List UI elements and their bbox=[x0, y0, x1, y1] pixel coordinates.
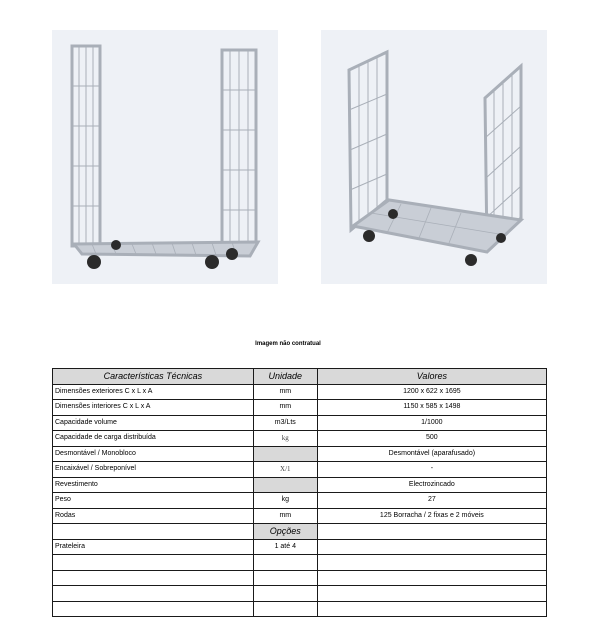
row-unit: kg bbox=[253, 431, 317, 447]
option-label bbox=[53, 555, 254, 571]
option-value bbox=[317, 586, 546, 602]
options-header-right-blank bbox=[317, 524, 546, 540]
row-value: Desmontável (aparafusado) bbox=[317, 446, 546, 462]
option-unit bbox=[253, 601, 317, 617]
row-label: Revestimento bbox=[53, 477, 254, 493]
row-label: Encaixável / Sobreponível bbox=[53, 462, 254, 478]
header-characteristics: Características Técnicas bbox=[53, 369, 254, 385]
row-value: 1150 x 585 x 1498 bbox=[317, 400, 546, 416]
row-value: Electrozincado bbox=[317, 477, 546, 493]
row-value: 27 bbox=[317, 493, 546, 509]
row-unit: mm bbox=[253, 400, 317, 416]
row-unit: mm bbox=[253, 508, 317, 524]
row-label: Peso bbox=[53, 493, 254, 509]
option-value bbox=[317, 539, 546, 555]
option-label bbox=[53, 586, 254, 602]
option-value bbox=[317, 555, 546, 571]
options-header-row bbox=[53, 524, 547, 540]
roll-cage-angled-illustration bbox=[321, 30, 547, 284]
table-row bbox=[53, 570, 547, 586]
row-value: 1200 x 622 x 1695 bbox=[317, 384, 546, 400]
row-label: Rodas bbox=[53, 508, 254, 524]
row-label: Dimensões interiores C x L x A bbox=[53, 400, 254, 416]
option-label bbox=[53, 570, 254, 586]
row-unit: mm bbox=[253, 384, 317, 400]
row-value: 500 bbox=[317, 431, 546, 447]
row-value: 1/1000 bbox=[317, 415, 546, 431]
option-unit: 1 até 4 bbox=[253, 539, 317, 555]
table-row bbox=[53, 477, 547, 493]
row-unit bbox=[253, 446, 317, 462]
table-row bbox=[53, 601, 547, 617]
option-value bbox=[317, 601, 546, 617]
option-unit bbox=[253, 555, 317, 571]
options-header: Opções bbox=[253, 524, 317, 540]
table-row bbox=[53, 586, 547, 602]
option-unit bbox=[253, 586, 317, 602]
header-unit: Unidade bbox=[253, 369, 317, 385]
table-row bbox=[53, 539, 547, 555]
table-row bbox=[53, 431, 547, 447]
table-row bbox=[53, 446, 547, 462]
table-row bbox=[53, 555, 547, 571]
options-header-left-blank bbox=[53, 524, 254, 540]
option-unit bbox=[253, 570, 317, 586]
row-unit bbox=[253, 477, 317, 493]
product-photo-front bbox=[52, 30, 278, 284]
table-row bbox=[53, 400, 547, 416]
row-label: Capacidade de carga distribuída bbox=[53, 431, 254, 447]
product-photo-angled bbox=[321, 30, 547, 284]
row-label: Capacidade volume bbox=[53, 415, 254, 431]
header-values: Valores bbox=[317, 369, 546, 385]
row-unit: kg bbox=[253, 493, 317, 509]
row-unit: m3/Lts bbox=[253, 415, 317, 431]
option-label bbox=[53, 601, 254, 617]
option-label: Prateleira bbox=[53, 539, 254, 555]
option-value bbox=[317, 570, 546, 586]
table-row bbox=[53, 462, 547, 478]
row-label: Dimensões exteriores C x L x A bbox=[53, 384, 254, 400]
technical-specs-table bbox=[52, 368, 547, 617]
image-disclaimer-caption: Imagem não contratual bbox=[255, 341, 321, 347]
table-row bbox=[53, 508, 547, 524]
table-row bbox=[53, 415, 547, 431]
row-label: Desmontável / Monobloco bbox=[53, 446, 254, 462]
table-header-row bbox=[53, 369, 547, 385]
roll-cage-front-illustration bbox=[52, 30, 278, 284]
row-unit: X/1 bbox=[253, 462, 317, 478]
table-row bbox=[53, 384, 547, 400]
row-value: - bbox=[317, 462, 546, 478]
row-value: 125 Borracha / 2 fixas e 2 móveis bbox=[317, 508, 546, 524]
table-row bbox=[53, 493, 547, 509]
